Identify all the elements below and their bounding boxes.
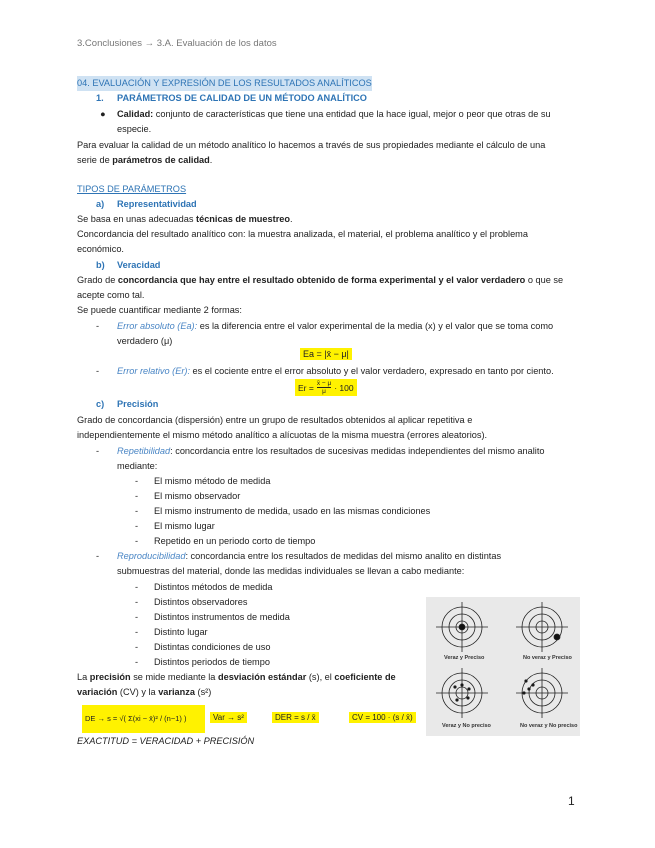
para-eval-1: Para evaluar la calidad de un método analítico lo hacemos a través de sus propiedades mediante el cálculo de una xyxy=(77,140,546,150)
repr-item: Distintos periodos de tiempo xyxy=(154,657,270,667)
rep-item: El mismo método de medida xyxy=(154,476,271,486)
formula-cv: CV = 100 · (s / x̄) xyxy=(349,712,416,723)
para-eval-2a: serie de xyxy=(77,155,113,165)
prec-1d: desviación estándar xyxy=(217,672,307,682)
b-line-2: acepte como tal. xyxy=(77,290,145,300)
b-label: b) xyxy=(96,260,105,270)
rep-label: Repetibilidad xyxy=(117,446,171,456)
subsection-number: 1. xyxy=(96,93,104,103)
rep-text: : concordancia entre los resultados de sucesivas medidas independientes del mismo analito xyxy=(170,446,545,456)
target-veraz-preciso xyxy=(436,602,488,652)
page-header: 3.Conclusiones → 3.A. Evaluación de los datos xyxy=(77,38,277,49)
repr-dash-5: - xyxy=(135,657,139,667)
repr-dash-1: - xyxy=(135,597,139,607)
dash-ea: - xyxy=(96,321,100,331)
para-eval-2c: . xyxy=(209,155,213,165)
er-text: es el cociente entre el error absoluto y el valor verdadero, expresado en tanto por ciento. xyxy=(190,366,554,376)
prec-1b: precisión xyxy=(89,672,131,682)
dash-er: - xyxy=(96,366,100,376)
b-line1a: Grado de xyxy=(77,275,118,285)
repr-item: Distinto lugar xyxy=(154,627,208,637)
repr-line xyxy=(117,549,501,564)
a-line1a: Se basa en unas adecuadas xyxy=(77,214,197,224)
repr-dash-0: - xyxy=(135,582,139,592)
b-title: Veracidad xyxy=(117,260,161,270)
b-line1c: o que se xyxy=(525,275,564,285)
a-line1c: . xyxy=(290,214,293,224)
rep-item: El mismo observador xyxy=(154,491,241,501)
c-line-2: independientemente el mismo método analítico a alícuotas de la misma muestra (errores aleatorios). xyxy=(77,430,488,440)
ea-text: es la diferencia entre el valor experimental de la media (x) y el valor que se toma como xyxy=(197,321,554,331)
tipos-title: TIPOS DE PARÁMETROS xyxy=(77,184,187,194)
a-line1b: técnicas de muestreo xyxy=(196,214,290,224)
target-veraz-no-preciso xyxy=(436,668,488,718)
subsection-title: PARÁMETROS DE CALIDAD DE UN MÉTODO ANALÍTICO xyxy=(117,93,367,103)
b-line-1 xyxy=(77,273,563,288)
repr-item: Distintos métodos de medida xyxy=(154,582,273,592)
formula-de: DE → s = √( Σ(xi − x̄)² / (n−1) ) xyxy=(82,705,205,733)
c-line-1: Grado de concordancia (dispersión) entre un grupo de resultados obtenidos al aplicar repetitiva e xyxy=(77,415,473,425)
a-line-2: Concordancia del resultado analítico con: la muestra analizada, el material, el problema analítico y el problema xyxy=(77,229,528,239)
rep-line xyxy=(117,444,544,459)
rep-dash-0: - xyxy=(135,476,139,486)
repr-item: Distintos observadores xyxy=(154,597,248,607)
prec-2b: (CV) y la xyxy=(117,687,159,697)
target-figure xyxy=(426,597,580,736)
rep-dash-3: - xyxy=(135,521,139,531)
er-label: Error relativo (Er): xyxy=(117,366,190,376)
repr-line-2: submuestras del material, donde las medidas individuales se llevan a cabo mediante: xyxy=(117,566,465,576)
rep-line-2: mediante: xyxy=(117,461,158,471)
er-formula-right: · 100 xyxy=(334,382,354,393)
er-line xyxy=(117,364,554,379)
page-number: 1 xyxy=(568,794,575,808)
para-eval-2b: parámetros de calidad xyxy=(112,155,210,165)
para-eval-2 xyxy=(77,153,212,168)
repr-dash-4: - xyxy=(135,642,139,652)
section-title: 04. EVALUACIÓN Y EXPRESIÓN DE LOS RESULTADOS ANALÍTICOS xyxy=(77,76,372,91)
prec-2d: (s²) xyxy=(194,687,212,697)
c-title: Precisión xyxy=(117,399,159,409)
rep-item: El mismo instrumento de medida, usado en las mismas condiciones xyxy=(154,506,431,516)
b-line1b: concordancia que hay entre el resultado obtenido de forma experimental y el valor verdadero xyxy=(117,275,526,285)
fig-caption: Veraz y No preciso xyxy=(442,723,491,729)
target-diagram xyxy=(426,597,580,736)
a-title: Representatividad xyxy=(117,199,197,209)
repr-dash-2: - xyxy=(135,612,139,622)
repr-text: : concordancia entre los resultados de medidas del mismo analito en distintas xyxy=(185,551,502,561)
calidad-label: Calidad: xyxy=(117,109,154,119)
a-line-3: económico. xyxy=(77,244,124,254)
c-label: c) xyxy=(96,399,105,409)
repr-label: Reproducibilidad xyxy=(117,551,186,561)
rep-dash-1: - xyxy=(135,491,139,501)
dash-repr: - xyxy=(96,551,100,561)
fig-caption: No veraz y Preciso xyxy=(523,655,572,661)
prec-1e: (s), el xyxy=(306,672,335,682)
prec-1f: coeficiente de xyxy=(334,672,396,682)
prec-1c: se mide mediante la xyxy=(130,672,218,682)
rep-item: Repetido en un periodo corto de tiempo xyxy=(154,536,316,546)
bullet-dot: ● xyxy=(100,109,106,119)
calidad-line xyxy=(117,107,551,122)
repr-item: Distintos instrumentos de medida xyxy=(154,612,290,622)
repr-dash-3: - xyxy=(135,627,139,637)
er-denominator: μ xyxy=(322,388,326,395)
er-fraction xyxy=(317,380,331,395)
ea-line xyxy=(117,319,553,334)
target-no-veraz-no-preciso xyxy=(516,668,568,718)
formula-der: DER = s / x̄ xyxy=(272,712,319,723)
calidad-text: conjunto de características que tiene una entidad que la hace igual, mejor o peor que otras de su xyxy=(153,109,551,119)
fig-caption: No veraz y No preciso xyxy=(520,723,578,729)
prec-1a: La xyxy=(77,672,90,682)
ea-label: Error absoluto (Ea): xyxy=(117,321,198,331)
prec-2c: varianza xyxy=(158,687,195,697)
rep-dash-4: - xyxy=(135,536,139,546)
prec-line-1 xyxy=(77,670,396,685)
ea-formula: Ea = |x̄ − μ| xyxy=(300,348,352,360)
formula-var: Var → s² xyxy=(210,712,247,723)
er-numerator: x̄ − μ xyxy=(316,380,332,387)
er-formula xyxy=(295,379,357,396)
exactitud-line: EXACTITUD = VERACIDAD + PRECISIÓN xyxy=(77,736,255,746)
a-line-1 xyxy=(77,212,293,227)
b-line-3: Se puede cuantificar mediante 2 formas: xyxy=(77,305,242,315)
a-label: a) xyxy=(96,199,105,209)
er-formula-left: Er = xyxy=(298,382,314,393)
prec-line-2 xyxy=(77,685,211,700)
rep-item: El mismo lugar xyxy=(154,521,215,531)
rep-dash-2: - xyxy=(135,506,139,516)
fig-caption: Veraz y Preciso xyxy=(444,655,485,661)
repr-item: Distintas condiciones de uso xyxy=(154,642,271,652)
target-no-veraz-preciso xyxy=(516,602,568,652)
prec-2a: variación xyxy=(77,687,118,697)
ea-line-2: verdadero (μ) xyxy=(117,336,173,346)
calidad-line-2: especie. xyxy=(117,124,152,134)
dash-rep: - xyxy=(96,446,100,456)
